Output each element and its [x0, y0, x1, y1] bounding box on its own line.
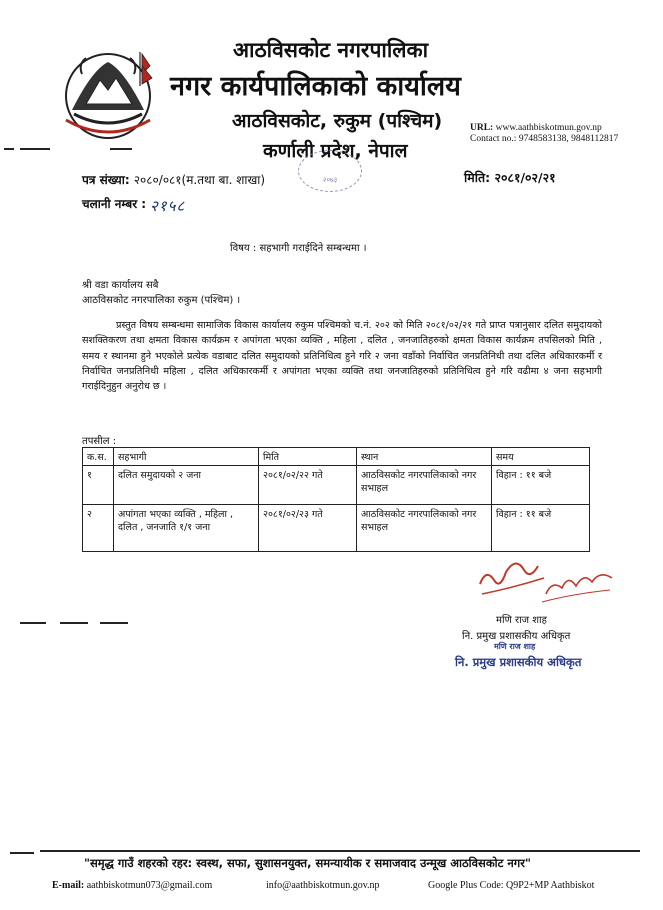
dispatch-number: २१५८	[150, 197, 186, 215]
table-cell: अपांगता भएका व्यक्ति , महिला , दलित , जनजाति १/१ जना	[114, 505, 259, 552]
contact-block	[470, 123, 618, 145]
table-cell: दलित समुदायको २ जना	[114, 466, 259, 505]
stamp-number: २०७३	[322, 176, 338, 184]
handwritten-signature	[472, 550, 622, 620]
dispatch-label: चलानी नम्बर :	[82, 197, 147, 211]
col-header-date: मिति	[259, 448, 357, 466]
office-name: आठविसकोट नगरपालिका	[233, 38, 429, 62]
government-emblem-icon	[52, 40, 164, 144]
date-label: मिति:	[464, 170, 491, 185]
recipient-line-2: आठविसकोट नगरपालिका रुकुम (पश्चिम) ।	[82, 295, 241, 306]
contact-label: Contact no.:	[470, 134, 517, 144]
col-header-sn: क.स.	[83, 448, 114, 466]
margin-mark	[110, 148, 132, 150]
table-cell: १	[83, 466, 114, 505]
margin-mark	[4, 148, 14, 150]
footer-email	[52, 880, 212, 891]
schedule-table	[82, 447, 590, 552]
office-province: कर्णाली प्रदेश, नेपाल	[263, 140, 408, 162]
reference-label: पत्र संख्या:	[82, 173, 130, 187]
contact-value: 9748583138, 9848112817	[518, 134, 619, 144]
table-cell: २०८१/०२/२३ गते	[259, 505, 357, 552]
table-cell: विहान : ११ बजे	[492, 505, 590, 552]
table-cell: विहान : ११ बजे	[492, 466, 590, 505]
margin-mark	[60, 622, 88, 624]
letter-subject: विषय : सहभागी गराईदिने सम्बन्धमा ।	[230, 243, 367, 254]
table-cell: आठविसकोट नगरपालिकाको नगर सभाहल	[357, 466, 492, 505]
seal-title: नि. प्रमुख प्रशासकीय अधिकृत	[455, 655, 582, 669]
office-address: आठविसकोट, रुकुम (पश्चिम)	[232, 110, 443, 132]
email-secondary[interactable]: info@aathbiskotmun.gov.np	[266, 880, 380, 891]
date-value: २०८१/०२/२१	[494, 170, 556, 185]
margin-mark	[100, 622, 128, 624]
table-row	[83, 505, 590, 552]
col-header-venue: स्थान	[357, 448, 492, 466]
reference-value: २०८०/०८१(म.तथा बा. शाखा)	[133, 173, 266, 187]
seal-name: मणि राज शाह	[494, 642, 536, 651]
table-header-row	[83, 448, 590, 466]
margin-mark	[20, 622, 46, 624]
plus-code: Google Plus Code: Q9P2+MP Aathbiskot	[428, 880, 595, 891]
url-value[interactable]: www.aathbiskotmun.gov.np	[495, 123, 602, 133]
margin-mark	[10, 852, 34, 854]
url-label: URL:	[470, 123, 494, 133]
reference-number	[82, 171, 265, 188]
table-cell: आठविसकोट नगरपालिकाको नगर सभाहल	[357, 505, 492, 552]
footer-divider	[40, 850, 640, 852]
email-label: E-mail:	[52, 880, 85, 891]
office-stamp	[298, 150, 362, 192]
signer-name: मणि राज शाह	[496, 615, 547, 626]
table-row	[83, 466, 590, 505]
office-title: नगर कार्यपालिकाको कार्यालय	[170, 71, 461, 102]
col-header-participant: सहभागी	[114, 448, 259, 466]
letter-body: प्रस्तुत विषय सम्बन्धमा सामाजिक विकास कार्यालय रुकुम पश्चिमको च.नं. २०२ को मिति २०८१/०२/२१ गते प्राप्त पत्रानुसार दलित समुदायको सशक्तिकरण तथा क्षमता विकास कार्यक्रम र अपांगता भएका व्यक्ति , महिला , दलित , जनजातिहरुको क्षमता विकास कार्यक्रम तपसिलको मिति , समय र स्थानमा हुने भएकोले प्रत्येक वडाबाट दलित समुदायको प्रतिनिधित्व हुने गरि २ जना वडाँको निर्वाचित जनप्रतिनिधी तथा दलित अधिकारकर्मी र निर्वाचित जनप्रतिनिधी महिला , दलित अधिकारकर्मी र अपांगता भएका व्यक्ति तथा जनजातिहरुको प्रतिनिधित्व हुने गरि वढीमा ४ जना सहभागी गराईदिनुहुन अनुरोध छ ।	[82, 320, 602, 393]
details-label: तपसील :	[82, 436, 117, 447]
letter-date	[464, 169, 556, 186]
footer-slogan: "समृद्ध गाउँ शहरको रहर: स्वस्थ, सफा, सुशासनयुक्त, समन्यायीक र समाजवाद उन्मूख आठविसकोट नगर"	[84, 856, 531, 870]
signer-title: नि. प्रमुख प्रशासकीय अधिकृत	[462, 631, 571, 642]
email-primary[interactable]: aathbiskotmun073@gmail.com	[86, 880, 213, 891]
margin-mark	[20, 148, 50, 150]
table-cell: २	[83, 505, 114, 552]
table-cell: २०८१/०२/२२ गते	[259, 466, 357, 505]
col-header-time: समय	[492, 448, 590, 466]
recipient-line-1: श्री वडा कार्यालय सबै	[82, 280, 159, 291]
